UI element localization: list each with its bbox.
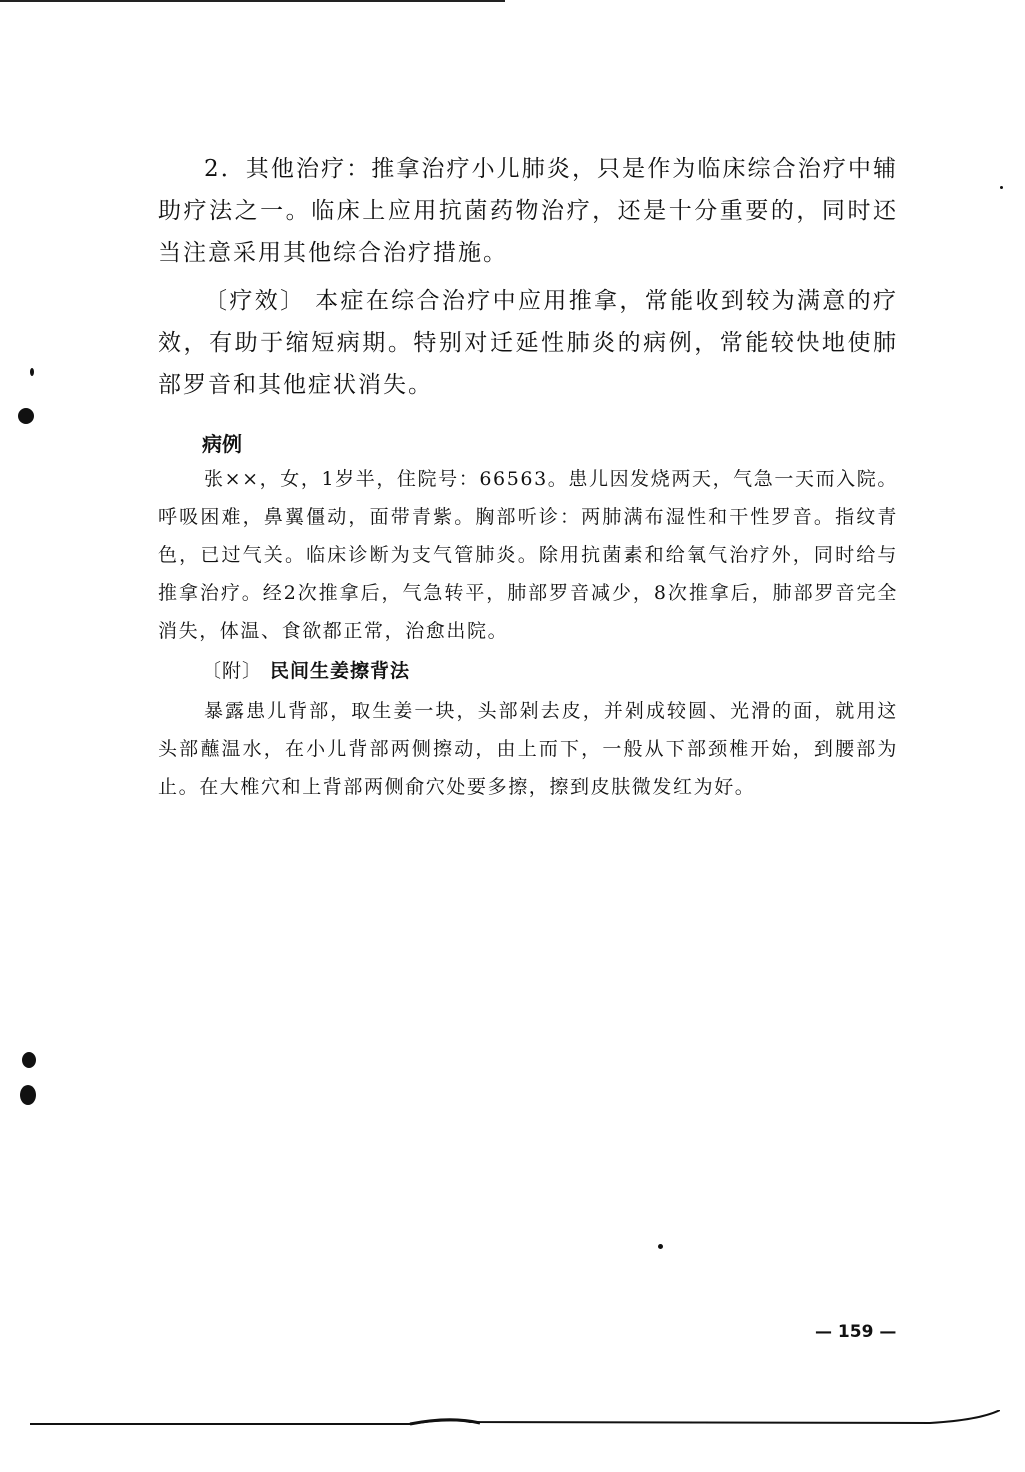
- appendix-title: 民间生姜擦背法: [270, 660, 411, 682]
- page-body: [158, 148, 898, 806]
- margin-blot: [22, 1052, 36, 1068]
- appendix-heading: [202, 652, 898, 690]
- margin-speck: [1000, 186, 1003, 189]
- margin-blot: [18, 408, 34, 424]
- appendix-bracket: 〔附〕: [202, 660, 263, 682]
- paragraph-other-treatment: 2．其他治疗：推拿治疗小儿肺炎，只是作为临床综合治疗中辅助疗法之一。临床上应用抗菌药物治疗，还是十分重要的，同时还当注意采用其他综合治疗措施。: [158, 156, 898, 266]
- bottom-rule: [30, 1410, 1000, 1434]
- page-number: — 159 —: [815, 1322, 897, 1342]
- case-text: 张××，女，1岁半，住院号：66563。患儿因发烧两天，气急一天而入院。呼吸困难，鼻翼僵动，面带青紫。胸部听诊：两肺满布湿性和干性罗音。指纹青色，已过气关。临床诊断为支气管肺炎。除用抗菌素和给氧气治疗外，同时给与推拿治疗。经2次推拿后，气急转平，肺部罗音减少，8次推拿后，肺部罗音完全消失，体温、食欲都正常，治愈出院。: [158, 468, 898, 642]
- paragraph-efficacy: 〔疗效〕 本症在综合治疗中应用推拿，常能收到较为满意的疗效，有助于缩短病期。特别对迁延性肺炎的病例，常能较快地使肺部罗音和其他症状消失。: [158, 288, 898, 398]
- top-rule: [0, 0, 505, 2]
- margin-speck: [658, 1244, 663, 1249]
- margin-speck: [30, 368, 34, 376]
- appendix-text: 暴露患儿背部，取生姜一块，头部剁去皮，并剁成较圆、光滑的面，就用这头部蘸温水，在小儿背部两侧擦动，由上而下，一般从下部颈椎开始，到腰部为止。在大椎穴和上背部两侧俞穴处要多擦，擦到皮肤微发红为好。: [158, 700, 898, 798]
- case-heading: 病例: [202, 432, 242, 456]
- margin-blot: [20, 1085, 36, 1105]
